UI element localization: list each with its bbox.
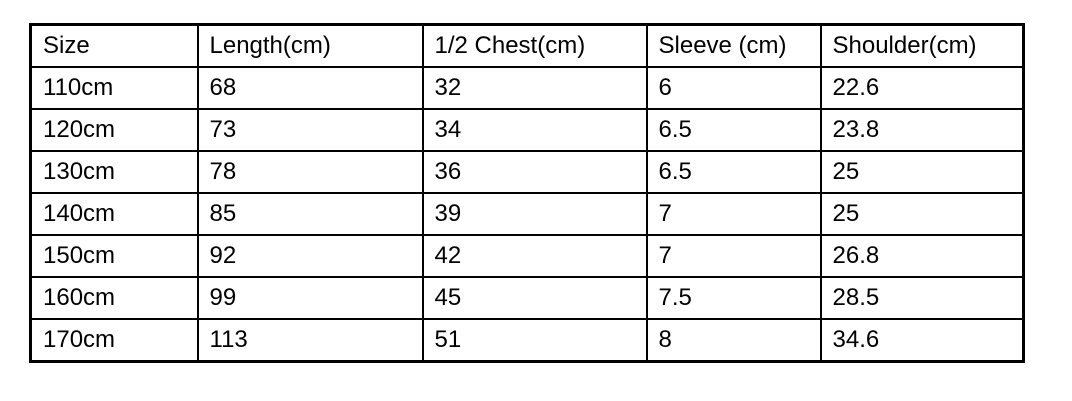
cell-length: 92 (198, 235, 423, 277)
cell-size: 120cm (31, 109, 198, 151)
table-row (31, 151, 1024, 193)
cell-size: 110cm (31, 67, 198, 109)
cell-half-chest: 32 (423, 67, 647, 109)
cell-half-chest: 39 (423, 193, 647, 235)
table-row (31, 109, 1024, 151)
table-row (31, 67, 1024, 109)
cell-sleeve: 7.5 (647, 277, 821, 319)
cell-half-chest: 45 (423, 277, 647, 319)
cell-sleeve: 7 (647, 235, 821, 277)
cell-sleeve: 6 (647, 67, 821, 109)
cell-sleeve: 7 (647, 193, 821, 235)
cell-half-chest: 34 (423, 109, 647, 151)
column-header-sleeve: Sleeve (cm) (647, 25, 821, 68)
cell-length: 113 (198, 319, 423, 362)
table-row (31, 193, 1024, 235)
cell-shoulder: 26.8 (821, 235, 1024, 277)
cell-sleeve: 6.5 (647, 109, 821, 151)
header-row (31, 25, 1024, 68)
cell-length: 85 (198, 193, 423, 235)
table-row (31, 277, 1024, 319)
cell-shoulder: 23.8 (821, 109, 1024, 151)
column-header-size: Size (31, 25, 198, 68)
cell-length: 78 (198, 151, 423, 193)
cell-shoulder: 34.6 (821, 319, 1024, 362)
cell-half-chest: 42 (423, 235, 647, 277)
cell-shoulder: 25 (821, 151, 1024, 193)
cell-sleeve: 8 (647, 319, 821, 362)
cell-length: 68 (198, 67, 423, 109)
cell-shoulder: 28.5 (821, 277, 1024, 319)
table-row (31, 319, 1024, 362)
cell-size: 160cm (31, 277, 198, 319)
cell-size: 140cm (31, 193, 198, 235)
cell-half-chest: 51 (423, 319, 647, 362)
table-row (31, 235, 1024, 277)
column-header-length: Length(cm) (198, 25, 423, 68)
cell-shoulder: 25 (821, 193, 1024, 235)
cell-size: 150cm (31, 235, 198, 277)
cell-half-chest: 36 (423, 151, 647, 193)
column-header-half-chest: 1/2 Chest(cm) (423, 25, 647, 68)
cell-length: 73 (198, 109, 423, 151)
column-header-shoulder: Shoulder(cm) (821, 25, 1024, 68)
cell-size: 170cm (31, 319, 198, 362)
cell-sleeve: 6.5 (647, 151, 821, 193)
cell-size: 130cm (31, 151, 198, 193)
cell-shoulder: 22.6 (821, 67, 1024, 109)
size-chart-table (29, 23, 1025, 363)
cell-length: 99 (198, 277, 423, 319)
